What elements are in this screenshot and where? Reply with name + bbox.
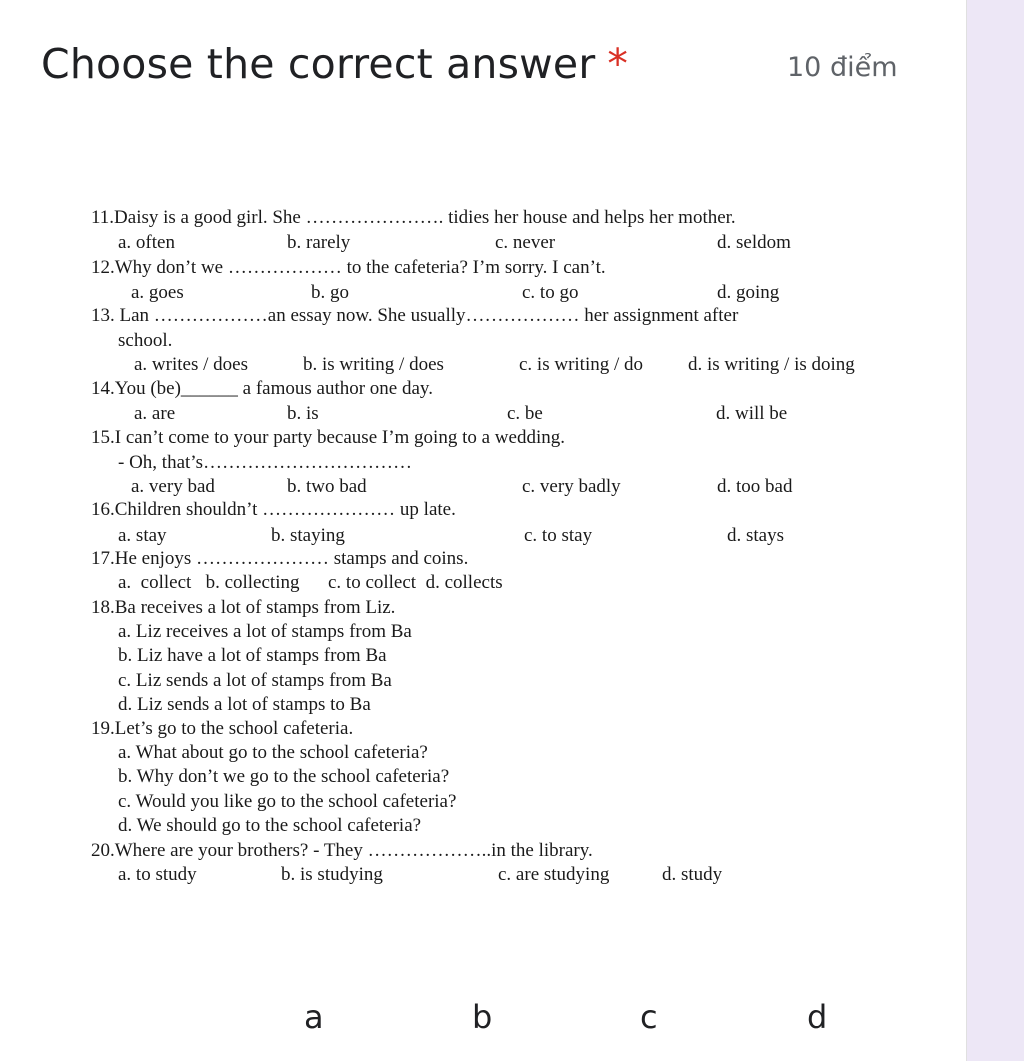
q20-option-d: d. study xyxy=(662,864,723,885)
q19-stem: 19.Let’s go to the school cafeteria. xyxy=(91,718,354,739)
question-title-text: Choose the correct answer xyxy=(41,40,596,88)
choice-c[interactable]: c xyxy=(640,998,658,1036)
q19-option-c: c. Would you like go to the school cafeteria? xyxy=(118,791,457,812)
q11-stem: 11.Daisy is a good girl. She …………………. tidies her house and helps her mother. xyxy=(91,207,736,228)
choice-b[interactable]: b xyxy=(472,998,493,1036)
q18-option-b: b. Liz have a lot of stamps from Ba xyxy=(118,645,387,666)
q18-option-a: a. Liz receives a lot of stamps from Ba xyxy=(118,621,412,642)
q13-option-a: a. writes / does xyxy=(134,354,248,375)
q15-stem: 15.I can’t come to your party because I’m going to a wedding. xyxy=(91,427,565,448)
q16-option-b: b. staying xyxy=(271,525,345,546)
q20-option-c: c. are studying xyxy=(498,864,610,885)
q12-option-a: a. goes xyxy=(131,282,184,303)
side-panel xyxy=(966,0,1024,1061)
q15-option-d: d. too bad xyxy=(717,476,793,497)
q16-option-c: c. to stay xyxy=(524,525,593,546)
q12-stem: 12.Why don’t we ……………… to the cafeteria? I’m sorry. I can’t. xyxy=(91,257,606,278)
q12-option-d: d. going xyxy=(717,282,780,303)
q11-option-b: b. rarely xyxy=(287,232,351,253)
q13-option-d: d. is writing / is doing xyxy=(688,354,855,375)
q17-options: a. collect b. collecting c. to collect d. collects xyxy=(118,572,503,593)
required-mark: * xyxy=(607,40,629,88)
q13-stem-cont: school. xyxy=(118,330,173,351)
choice-d[interactable]: d xyxy=(807,998,828,1036)
q16-stem: 16.Children shouldn’t ………………… up late. xyxy=(91,499,456,520)
q14-option-a: a. are xyxy=(134,403,176,424)
q15-option-a: a. very bad xyxy=(131,476,215,497)
answer-choices xyxy=(0,998,966,1038)
q13-stem: 13. Lan ………………an essay now. She usually……………… her assignment after xyxy=(91,305,739,326)
q15-option-b: b. two bad xyxy=(287,476,367,497)
q18-stem: 18.Ba receives a lot of stamps from Liz. xyxy=(91,597,396,618)
q15-stem-cont: - Oh, that’s…………………………… xyxy=(118,452,412,473)
q18-option-c: c. Liz sends a lot of stamps from Ba xyxy=(118,670,392,691)
q14-stem: 14.You (be)______ a famous author one day. xyxy=(91,378,433,399)
q15-option-c: c. very badly xyxy=(522,476,621,497)
q13-option-c: c. is writing / do xyxy=(519,354,644,375)
q11-option-d: d. seldom xyxy=(717,232,791,253)
points-label: 10 điểm xyxy=(787,52,898,83)
q17-stem: 17.He enjoys ………………… stamps and coins. xyxy=(91,548,469,569)
q19-option-d: d. We should go to the school cafeteria? xyxy=(118,815,422,836)
choice-a[interactable]: a xyxy=(304,998,324,1036)
q19-option-b: b. Why don’t we go to the school cafeteria? xyxy=(118,766,450,787)
q20-option-b: b. is studying xyxy=(281,864,383,885)
q12-option-c: c. to go xyxy=(522,282,579,303)
q20-stem: 20.Where are your brothers? - They ………………..in the library. xyxy=(91,840,593,861)
q18-option-d: d. Liz sends a lot of stamps to Ba xyxy=(118,694,371,715)
q20-option-a: a. to study xyxy=(118,864,197,885)
q11-option-a: a. often xyxy=(118,232,175,253)
q12-option-b: b. go xyxy=(311,282,349,303)
q14-option-d: d. will be xyxy=(716,403,788,424)
q13-option-b: b. is writing / does xyxy=(303,354,444,375)
q14-option-c: c. be xyxy=(507,403,543,424)
q11-option-c: c. never xyxy=(495,232,556,253)
q19-option-a: a. What about go to the school cafeteria? xyxy=(118,742,428,763)
q14-option-b: b. is xyxy=(287,403,319,424)
q16-option-a: a. stay xyxy=(118,525,167,546)
q16-option-d: d. stays xyxy=(727,525,784,546)
